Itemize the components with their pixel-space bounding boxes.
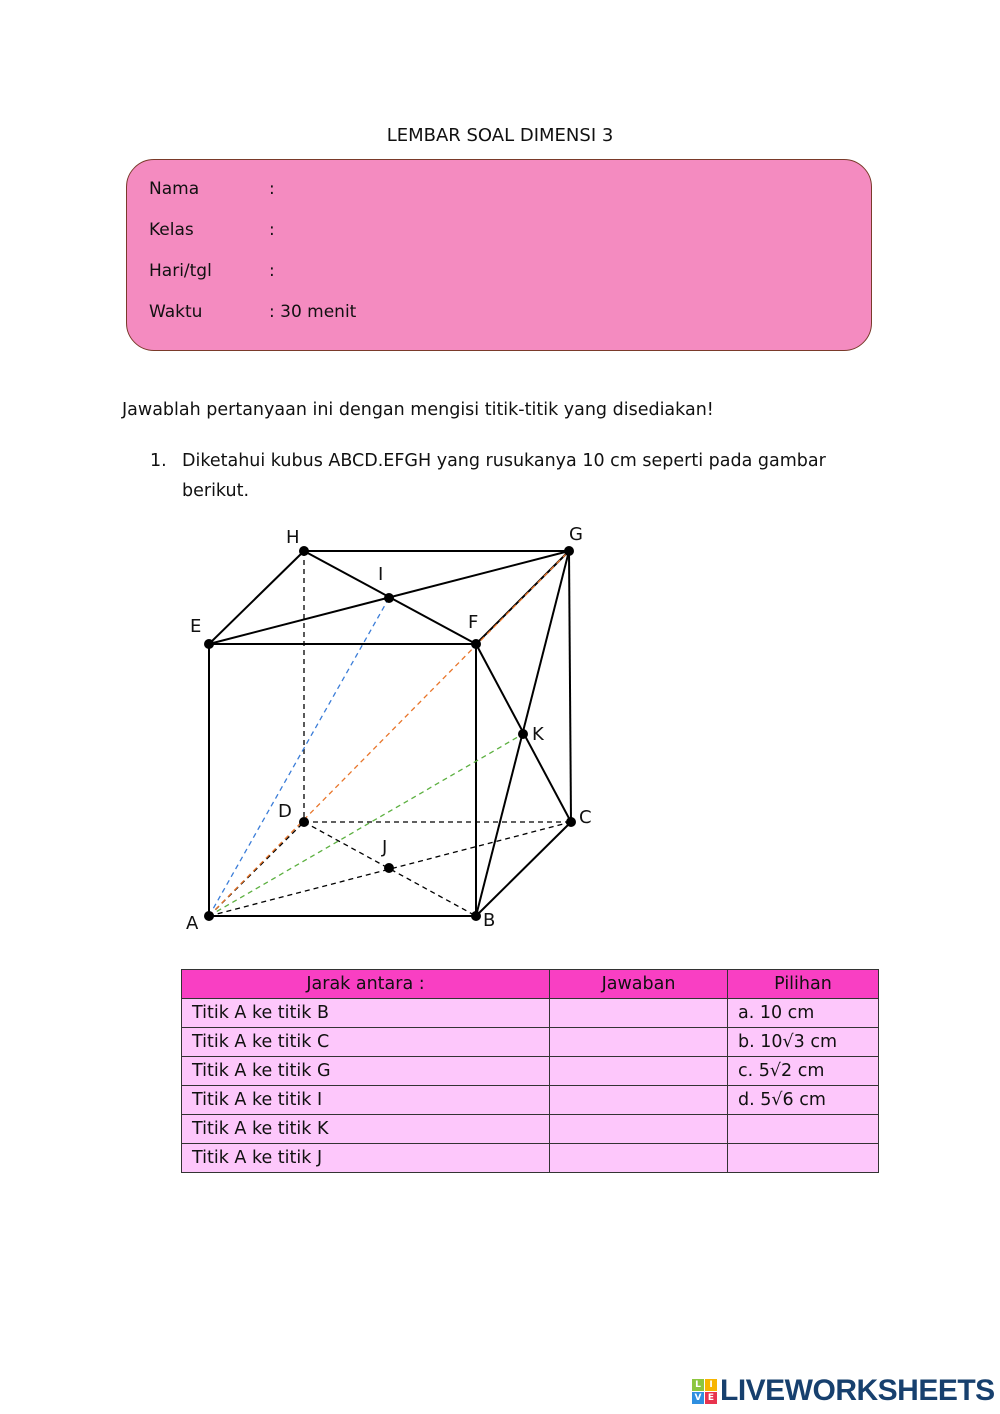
label-K: K bbox=[532, 724, 544, 745]
table-row bbox=[182, 999, 879, 1028]
answer-cell[interactable] bbox=[550, 1057, 728, 1086]
logo-text: LIVEWORKSHEETS bbox=[720, 1374, 995, 1407]
point-K bbox=[518, 729, 528, 739]
point-D bbox=[299, 817, 309, 827]
question-number: 1. bbox=[150, 451, 167, 471]
point-G bbox=[564, 546, 574, 556]
liveworksheets-logo bbox=[692, 1374, 995, 1408]
header-pilihan: Pilihan bbox=[728, 970, 879, 999]
edge-GC bbox=[569, 551, 571, 822]
label-B: B bbox=[483, 910, 496, 931]
edge-BC bbox=[476, 822, 571, 916]
question-cell: Titik A ke titik K bbox=[182, 1115, 550, 1144]
label-D: D bbox=[278, 801, 292, 822]
answer-table bbox=[181, 969, 879, 1173]
value[interactable]: : bbox=[269, 261, 275, 281]
table-row bbox=[182, 1144, 879, 1173]
label: Kelas bbox=[149, 220, 194, 240]
question-cell: Titik A ke titik C bbox=[182, 1028, 550, 1057]
header-jarak: Jarak antara : bbox=[182, 970, 550, 999]
choice-cell bbox=[728, 1144, 879, 1173]
segment-AI bbox=[209, 598, 389, 916]
question-cell: Titik A ke titik B bbox=[182, 999, 550, 1028]
edge-HE bbox=[209, 551, 304, 644]
logo-letter: L bbox=[692, 1379, 704, 1391]
label-I: I bbox=[378, 564, 384, 585]
label-E: E bbox=[190, 616, 202, 637]
label-F: F bbox=[468, 612, 479, 633]
answer-cell[interactable] bbox=[550, 1115, 728, 1144]
point-F bbox=[471, 639, 481, 649]
label-A: A bbox=[186, 913, 199, 934]
answer-cell[interactable] bbox=[550, 999, 728, 1028]
segment-AG bbox=[209, 551, 569, 916]
logo-letter: I bbox=[705, 1379, 717, 1391]
header-jawaban: Jawaban bbox=[550, 970, 728, 999]
table-header bbox=[182, 970, 879, 999]
choice-cell: b. 10√3 cm bbox=[728, 1028, 879, 1057]
choice-cell: a. 10 cm bbox=[728, 999, 879, 1028]
question-cell: Titik A ke titik G bbox=[182, 1057, 550, 1086]
choice-cell bbox=[728, 1115, 879, 1144]
label: Waktu bbox=[149, 302, 203, 322]
value[interactable]: : bbox=[269, 179, 275, 199]
instruction: Jawablah pertanyaan ini dengan mengisi titik-titik yang disediakan! bbox=[122, 400, 714, 420]
point-C bbox=[566, 817, 576, 827]
label-G: G bbox=[569, 524, 583, 545]
table-row bbox=[182, 1086, 879, 1115]
table-row bbox=[182, 1057, 879, 1086]
answer-cell[interactable] bbox=[550, 1086, 728, 1115]
edge-GF bbox=[476, 551, 569, 644]
page-title: LEMBAR SOAL DIMENSI 3 bbox=[386, 125, 614, 146]
logo-letter: E bbox=[705, 1392, 717, 1404]
point-I bbox=[384, 593, 394, 603]
label: Nama bbox=[149, 179, 200, 199]
table-row bbox=[182, 1028, 879, 1057]
answer-cell[interactable] bbox=[550, 1144, 728, 1173]
point-A bbox=[204, 911, 214, 921]
table-row bbox=[182, 1115, 879, 1144]
point-B bbox=[471, 911, 481, 921]
label-H: H bbox=[286, 527, 300, 548]
label-C: C bbox=[579, 807, 592, 828]
point-J bbox=[384, 863, 394, 873]
choice-cell: c. 5√2 cm bbox=[728, 1057, 879, 1086]
question-cell: Titik A ke titik J bbox=[182, 1144, 550, 1173]
logo-letter: V bbox=[692, 1392, 704, 1404]
point-H bbox=[299, 546, 309, 556]
choice-cell: d. 5√6 cm bbox=[728, 1086, 879, 1115]
value: : 30 menit bbox=[269, 302, 357, 322]
label-J: J bbox=[382, 837, 388, 858]
question-text: Diketahui kubus ABCD.EFGH yang rusukanya 10 cm seperti pada gambar berikut. bbox=[182, 451, 826, 501]
logo-icon bbox=[692, 1379, 717, 1404]
answer-cell[interactable] bbox=[550, 1028, 728, 1057]
question-cell: Titik A ke titik I bbox=[182, 1086, 550, 1115]
point-E bbox=[204, 639, 214, 649]
value[interactable]: : bbox=[269, 220, 275, 240]
label: Hari/tgl bbox=[149, 261, 212, 281]
